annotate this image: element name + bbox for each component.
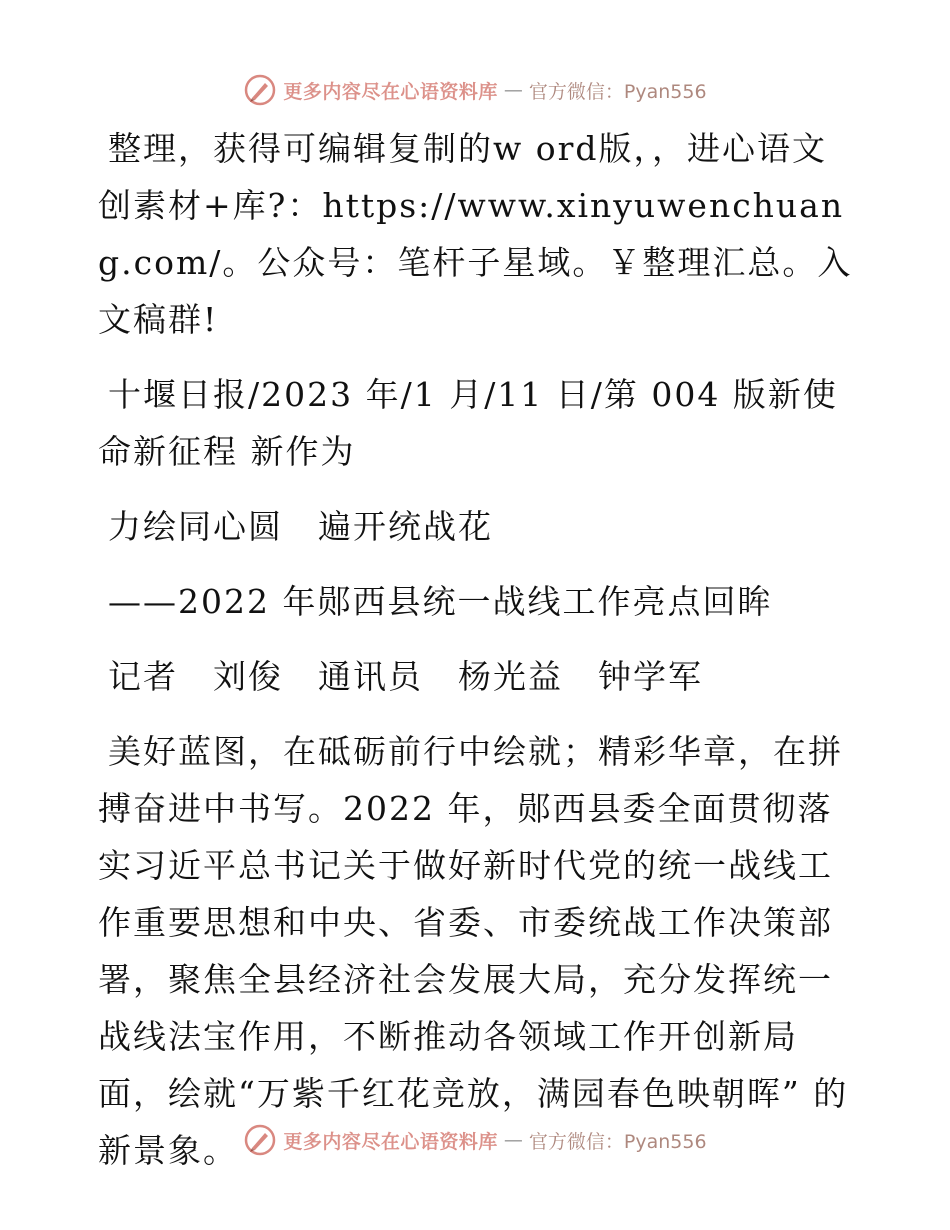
footer-watermark bbox=[0, 1120, 950, 1160]
watermark-separator: — bbox=[503, 79, 523, 101]
watermark-contact-text: 官方微信：Pyan556 bbox=[528, 80, 707, 103]
pen-logo-icon bbox=[243, 73, 277, 107]
watermark-separator: — bbox=[503, 1129, 523, 1151]
header-watermark bbox=[0, 70, 950, 110]
source-line: 十堰日报/2023 年/1 月/11 日/第 004 版新使命新征程 新作为 bbox=[98, 375, 838, 471]
intro-paragraph: 整理，获得可编辑复制的w ord版，，进心语文创素材+库?：https://www.xinyuwenchuang.com/。公众号：笔杆子星域。￥整理汇总。入文稿群! bbox=[98, 129, 853, 339]
pen-logo-icon bbox=[243, 1123, 277, 1157]
watermark-brand-text: 更多内容尽在心语资料库 bbox=[283, 80, 498, 103]
article-title: 力绘同心圆 遍开统战花 bbox=[108, 507, 493, 546]
document-body bbox=[98, 120, 858, 1197]
watermark-brand-text: 更多内容尽在心语资料库 bbox=[283, 1130, 498, 1153]
byline: 记者 刘俊 通讯员 杨光益 钟学军 bbox=[108, 657, 703, 696]
body-paragraph: 美好蓝图，在砥砺前行中绘就；精彩华章，在拼搏奋进中书写。2022 年，郧西县委全面贯彻落实习近平总书记关于做好新时代党的统一战线工作重要思想和中央、省委、市委统战工作决策部署，聚焦全县经济社会发展大局，充分发挥统一战线法宝作用，不断推动各领域工作开创新局面，绘就“万紫千红花竞放，满园春色映朝晖” 的新景象。 bbox=[98, 732, 849, 1170]
article-subtitle: ——2022 年郧西县统一战线工作亮点回眸 bbox=[108, 582, 773, 621]
watermark-contact-text: 官方微信：Pyan556 bbox=[528, 1130, 707, 1153]
